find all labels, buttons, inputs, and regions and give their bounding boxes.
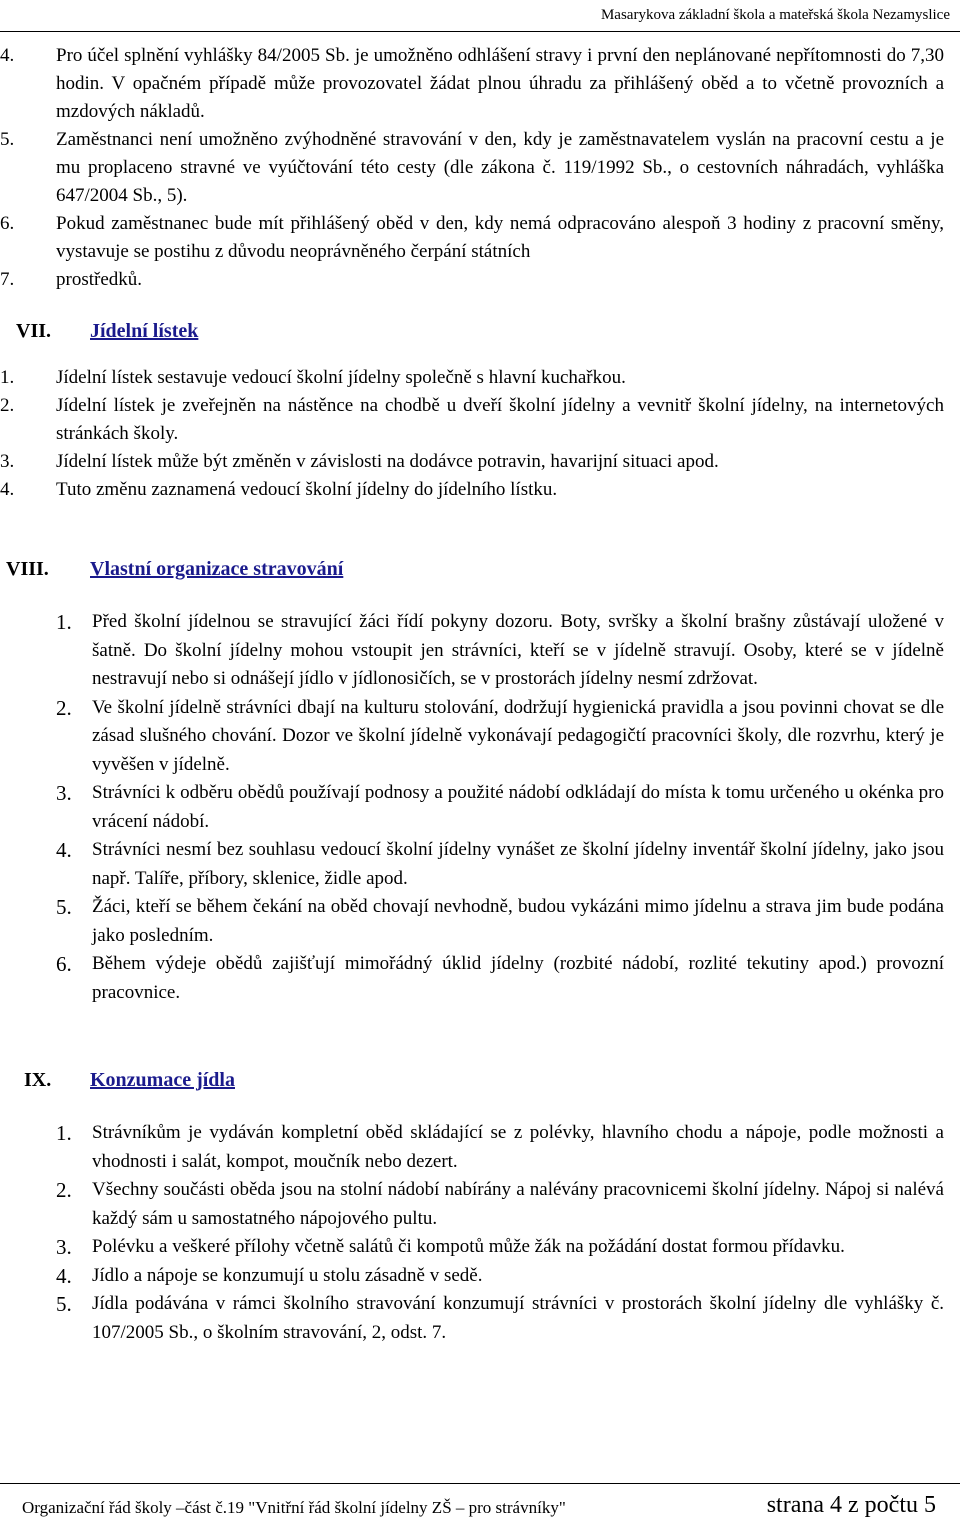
item-number: 3. xyxy=(56,1235,72,1259)
page-footer xyxy=(0,1483,960,1529)
page-header xyxy=(0,0,960,32)
section-title: Jídelní lístek xyxy=(90,320,199,342)
item-number: 2. xyxy=(56,695,72,720)
item-text: Jídla podávána v rámci školního stravování konzumují strávníci v prostorách školní jídelny dle vyhlášky č. 107/2005 Sb., o školním stravování, 2, odst. 7. xyxy=(92,1293,944,1343)
list-item xyxy=(0,42,960,126)
item-number: 1. xyxy=(56,610,72,634)
list-item xyxy=(0,392,960,448)
list-item xyxy=(0,476,960,504)
item-text: Během výdeje obědů zajišťují mimořádný úklid jídelny (rozbité nádobí, rozlité tekutiny apod.) provozní pracovnice. xyxy=(92,953,944,1003)
item-text: Zaměstnanci není umožněno zvýhodněné stravování v den, kdy je zaměstnavatelem vyslán na pracovní cestu a je mu proplaceno stravné ve vyúčtování této cesty (dle zákona č. 119/1992 Sb., o cestovních náhradách, vyhláška 647/2004 Sb., 5). xyxy=(56,129,944,206)
item-number: 4. xyxy=(56,838,72,862)
item-text: Před školní jídelnou se stravující žáci řídí pokyny dozoru. Boty, svršky a školní brašny zůstávají uložené v šatně. Do školní jídelny mohou vstoupit jen strávníci, kteří se v jídelně stravují. Osoby, které se v jídelně nestravují nebo si odnášejí jídlo v jídlonosičích, se v prostorách jídelny nesmí zdržovat. xyxy=(92,611,944,689)
list-item xyxy=(0,126,960,210)
item-text: Tuto změnu zaznamená vedoucí školní jídelny do jídelního lístku. xyxy=(56,479,558,500)
section-heading-ix xyxy=(0,1069,960,1099)
item-text: Polévku a veškeré přílohy včetně salátů či kompotů může žák na požádání dostat formou přídavku. xyxy=(92,1236,845,1257)
item-number: 3. xyxy=(0,451,15,472)
item-text: Strávníci nesmí bez souhlasu vedoucí školní jídelny vynášet ze školní jídelny inventář školní jídelny, jako jsou např. Talíře, příbory, sklenice, židle apod. xyxy=(92,839,944,889)
section-number: IX. xyxy=(24,1069,52,1091)
item-text: Žáci, kteří se během čekání na oběd chovají nevhodně, budou vykázáni mimo jídelnu a strava jim bude podána jako posledním. xyxy=(92,896,944,946)
section-title: Konzumace jídla xyxy=(90,1069,235,1091)
item-text: Všechny součásti oběda jsou na stolní nádobí nabírány a nalévány pracovnicemi školní jídelny. Nápoj si nalévá každý sám u samostatného nápojového pultu. xyxy=(92,1179,944,1229)
footer-document-title: Organizační řád školy –část č.19 "Vnitřní řád školní jídelny ZŠ – pro strávníky" xyxy=(22,1498,566,1517)
document-body xyxy=(0,42,960,1347)
section-heading-vii xyxy=(0,320,960,350)
list-item xyxy=(0,1262,960,1291)
item-text: Strávníkům je vydáván kompletní oběd skládající se z polévky, hlavního chodu a nápoje, podle možnosti a vhodnosti i salát, kompot, moučník nebo dezert. xyxy=(92,1122,944,1172)
item-number: 5. xyxy=(56,1292,72,1316)
list-item xyxy=(0,1119,960,1176)
item-text: Pokud zaměstnanec bude mít přihlášený oběd v den, kdy nemá odpracováno alespoň 3 hodiny z pracovní směny, vystavuje se postihu z důvodu neoprávněného čerpání státních xyxy=(56,213,944,262)
section-heading-viii xyxy=(0,558,960,588)
item-text: Strávníci k odběru obědů používají podnosy a použité nádobí odkládají do místa k tomu určeného u okénka pro vrácení nádobí. xyxy=(92,782,944,832)
section-title: Vlastní organizace stravování xyxy=(90,558,344,580)
list-item xyxy=(0,1176,960,1233)
item-number: 5. xyxy=(56,895,72,919)
item-text: Jídelní lístek sestavuje vedoucí školní jídelny společně s hlavní kuchařkou. xyxy=(56,367,626,388)
item-number: 6. xyxy=(56,952,72,976)
list-item xyxy=(0,1290,960,1347)
item-number: 4. xyxy=(0,45,15,66)
page-number: strana 4 z počtu 5 xyxy=(766,1492,936,1518)
item-number: 1. xyxy=(56,1121,72,1145)
list-item xyxy=(0,950,960,1007)
item-number: 2. xyxy=(0,395,15,416)
item-number: 5. xyxy=(0,129,15,150)
item-text: Jídelní lístek je zveřejněn na nástěnce na chodbě u dveří školní jídelny a vevnitř školní jídelny, na internetových stránkách školy. xyxy=(56,395,944,444)
list-item xyxy=(0,1233,960,1262)
item-text: Pro účel splnění vyhlášky 84/2005 Sb. je umožněno odhlášení stravy i první den neplánované nepřítomnosti do 7,30 hodin. V opačném případě může provozovatel žádat plnou úhradu za přihlášený oběd a to včetně provozních a mzdových nákladů. xyxy=(56,45,944,122)
item-text: prostředků. xyxy=(56,269,143,290)
item-text: Ve školní jídelně strávníci dbají na kulturu stolování, dodržují hygienická pravidla a jsou povinni chovat se dle zásad slušného chování. Dozor ve školní jídelně vykonávají pedagogičtí pracovníci školy, dle rozvrhu, který je vyvěšen v jídelně. xyxy=(92,696,944,775)
item-number: 1. xyxy=(0,367,15,388)
list-item xyxy=(0,266,960,294)
item-text: Jídelní lístek může být změněn v závislosti na dodávce potravin, havarijní situaci apod. xyxy=(56,451,719,472)
item-number: 4. xyxy=(0,479,15,500)
list-item xyxy=(0,608,960,694)
list-item xyxy=(0,694,960,780)
list-item xyxy=(0,779,960,836)
list-item xyxy=(0,836,960,893)
section-number: VII. xyxy=(16,320,52,342)
list-item xyxy=(0,210,960,266)
item-number: 2. xyxy=(56,1178,72,1202)
list-item xyxy=(0,893,960,950)
item-text: Jídlo a nápoje se konzumují u stolu zásadně v sedě. xyxy=(92,1264,483,1286)
item-number: 7. xyxy=(0,269,15,290)
header-title: Masarykova základní škola a mateřská škola Nezamyslice xyxy=(600,7,950,23)
list-item xyxy=(0,448,960,476)
section-number: VIII. xyxy=(6,558,49,580)
item-number: 3. xyxy=(56,781,72,805)
item-number: 4. xyxy=(56,1263,72,1288)
item-number: 6. xyxy=(0,213,15,234)
list-item xyxy=(0,364,960,392)
